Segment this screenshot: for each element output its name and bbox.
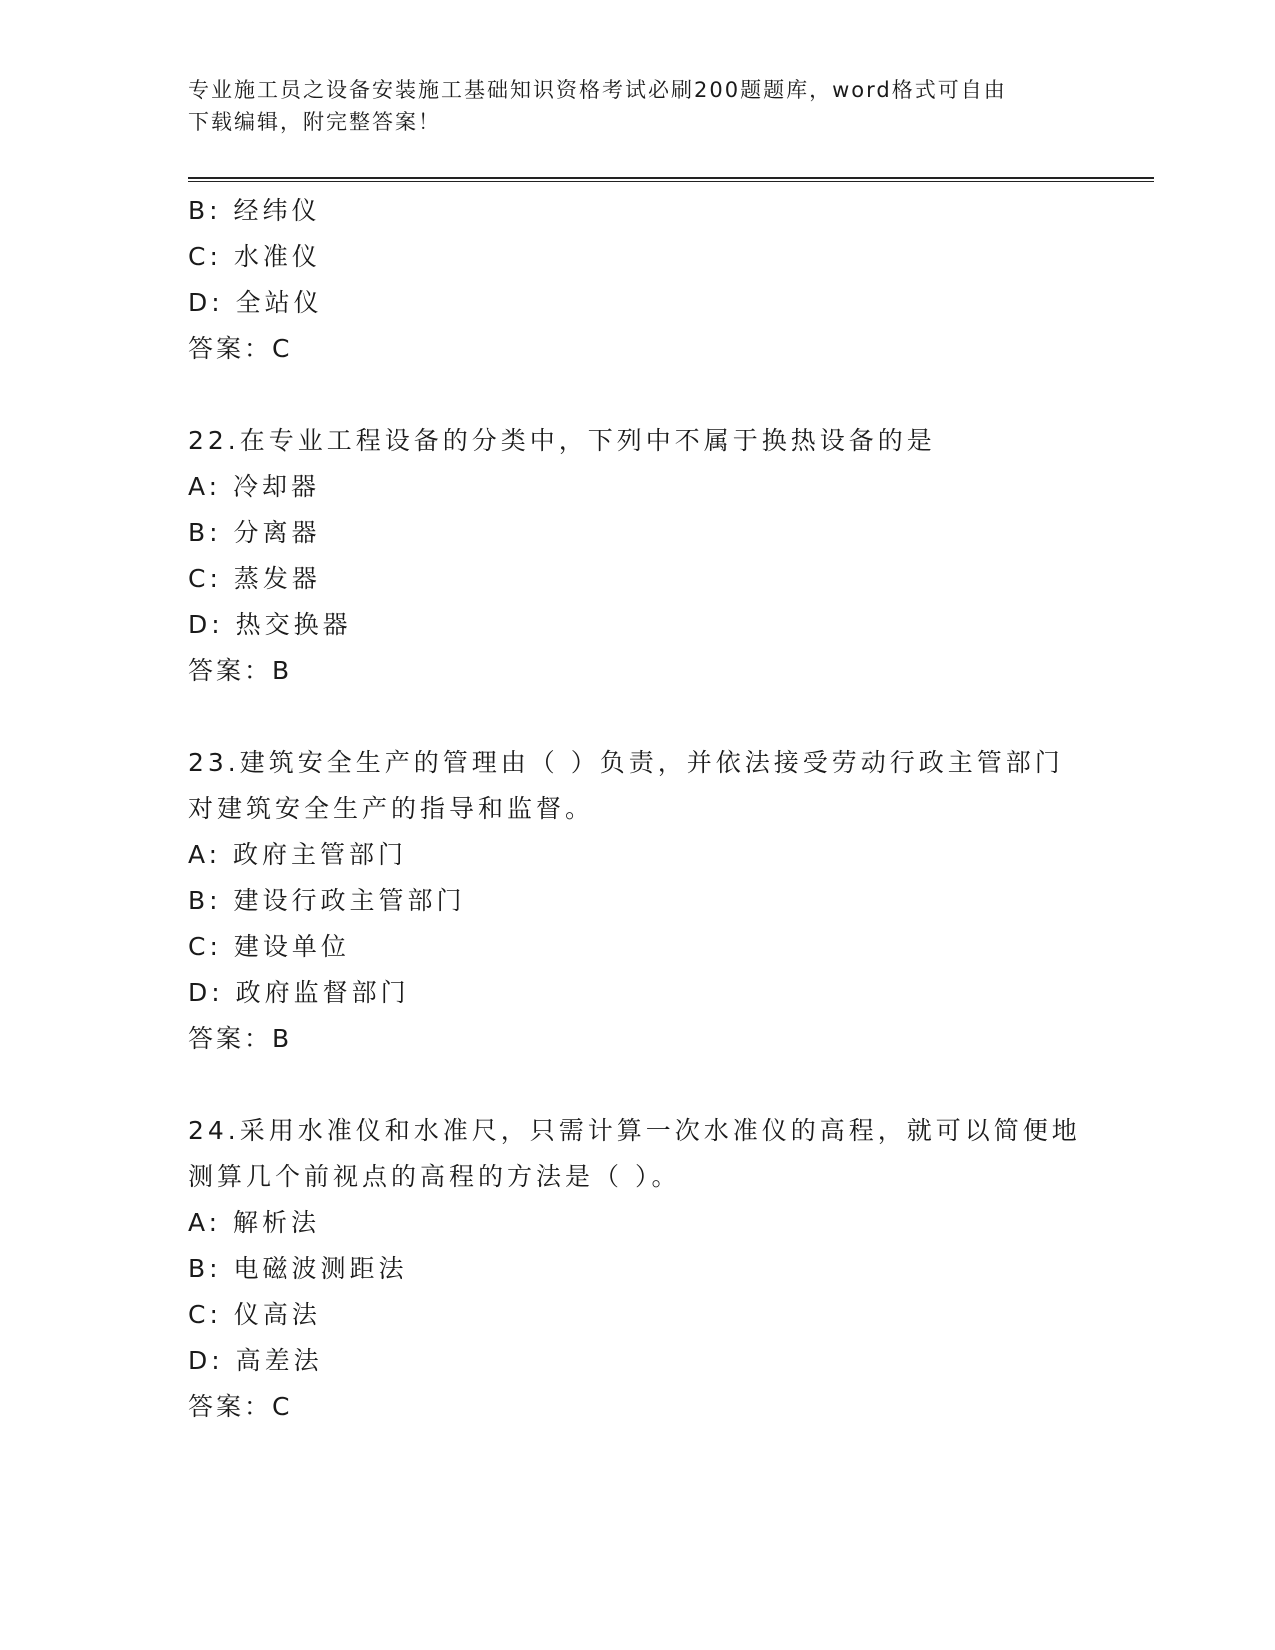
spacer xyxy=(188,694,1088,740)
q21-option-c: C: 水准仪 xyxy=(188,242,321,271)
q24-option-d: D: 高差法 xyxy=(188,1346,323,1375)
question-22 xyxy=(188,418,1088,694)
q22-option-a: A: 冷却器 xyxy=(188,472,321,501)
spacer xyxy=(188,1062,1088,1108)
q24-option-c: C: 仪高法 xyxy=(188,1300,321,1329)
header-line-1: 专业施工员之设备安装施工基础知识资格考试必刷200题题库，word格式可自由 xyxy=(188,78,1007,102)
spacer xyxy=(188,372,1088,418)
q23-option-d: D: 政府监督部门 xyxy=(188,978,410,1007)
q24-stem-line-1: 24.采用水准仪和水准尺，只需计算一次水准仪的高程，就可以简便地 xyxy=(188,1116,1081,1145)
q24-option-a: A: 解析法 xyxy=(188,1208,321,1237)
question-21-tail xyxy=(188,188,1088,372)
q24-answer: 答案：C xyxy=(188,1392,293,1421)
header-line-2: 下载编辑，附完整答案！ xyxy=(188,110,441,134)
q21-answer: 答案：C xyxy=(188,334,293,363)
q22-stem: 22.在专业工程设备的分类中，下列中不属于换热设备的是 xyxy=(188,426,936,455)
question-24 xyxy=(188,1108,1088,1430)
question-list xyxy=(188,188,1088,1430)
q23-stem-line-2: 对建筑安全生产的指导和监督。 xyxy=(188,794,595,823)
q22-option-b: B: 分离器 xyxy=(188,518,321,547)
q23-stem-line-1: 23.建筑安全生产的管理由（ ）负责，并依法接受劳动行政主管部门 xyxy=(188,748,1064,777)
q23-option-c: C: 建设单位 xyxy=(188,932,350,961)
q21-option-b: B: 经纬仪 xyxy=(188,196,321,225)
header-divider xyxy=(188,177,1154,182)
q22-answer: 答案：B xyxy=(188,656,293,685)
q22-option-d: D: 热交换器 xyxy=(188,610,352,639)
document-header xyxy=(188,74,1068,138)
q24-stem-line-2: 测算几个前视点的高程的方法是（ ）。 xyxy=(188,1162,681,1191)
q23-option-b: B: 建设行政主管部门 xyxy=(188,886,466,915)
q24-option-b: B: 电磁波测距法 xyxy=(188,1254,408,1283)
q23-option-a: A: 政府主管部门 xyxy=(188,840,408,869)
question-23 xyxy=(188,740,1088,1062)
q22-option-c: C: 蒸发器 xyxy=(188,564,321,593)
q21-option-d: D: 全站仪 xyxy=(188,288,323,317)
q23-answer: 答案：B xyxy=(188,1024,293,1053)
